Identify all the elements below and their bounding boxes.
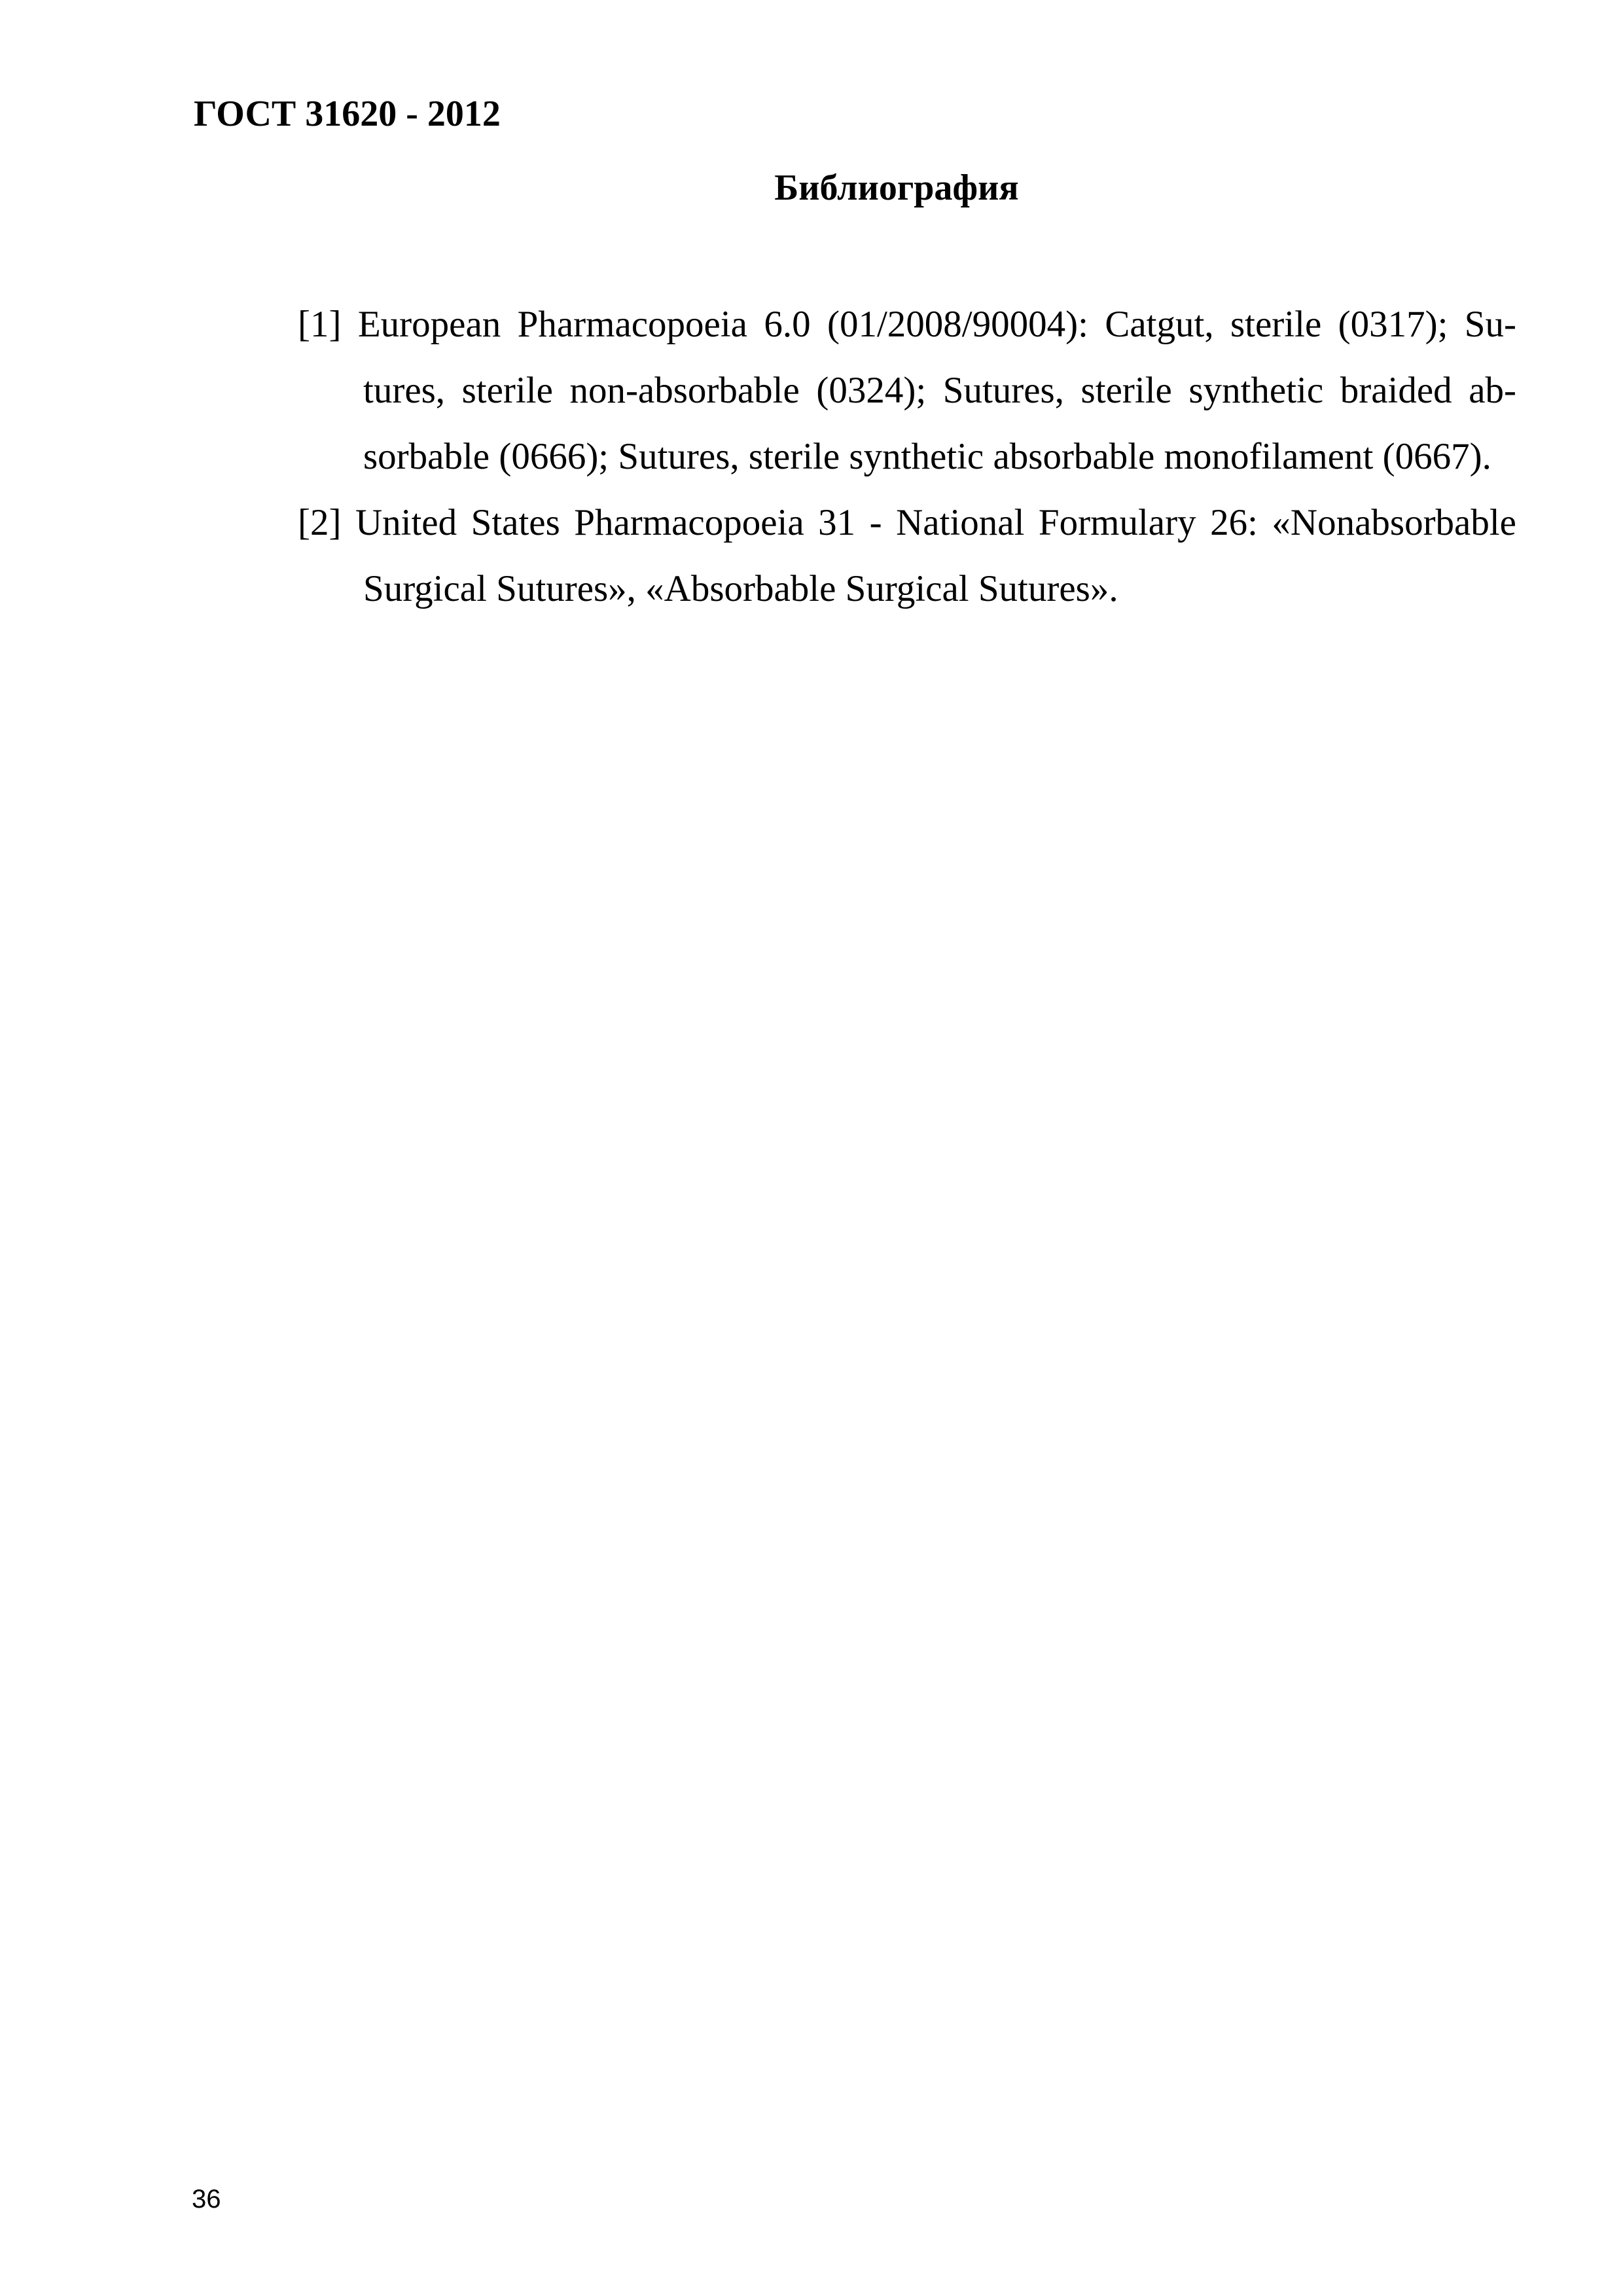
bibliography-entry-2: [2] United States Pharmacopoeia 31 - National Formulary 26: «Nonabsorbable Surgical Sutures», «Absorbable Surgical Sutures». <box>298 502 1516 609</box>
standard-header: ГОСТ 31620 - 2012 <box>194 94 501 134</box>
bibliography-list <box>298 291 1516 622</box>
bibliography-entry-1: [1] European Pharmacopoeia 6.0 (01/2008/90004): Catgut, sterile (0317); Sutures, sterile non-absorbable (0324); Sutures, sterile synthetic braided absorbable (0666); Sutures, sterile synthetic absorbable monofilament (0667). <box>298 304 1516 477</box>
page-number: 36 <box>192 2185 221 2214</box>
section-title: Библиография <box>774 168 1019 208</box>
